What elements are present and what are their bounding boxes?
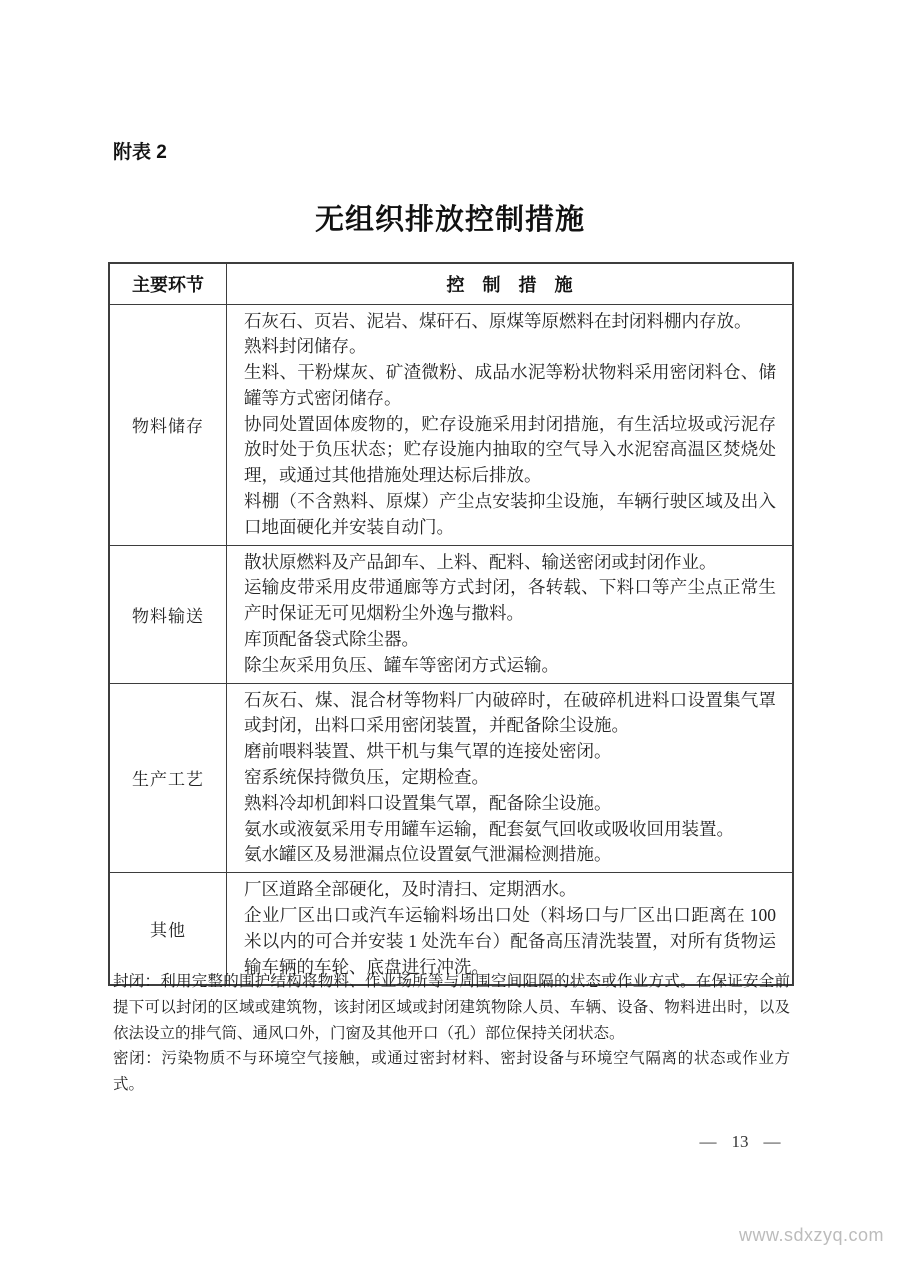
- table-row-material-storage: [109, 304, 793, 545]
- measure-line: 散状原燃料及产品卸车、上料、配料、输送密闭或封闭作业。: [244, 551, 717, 572]
- measure-line: 生料、干粉煤灰、矿渣微粉、成品水泥等粉状物料采用密闭料仓、储罐等方式密闭储存。: [244, 362, 776, 408]
- header-measures: 控 制 措 施: [227, 263, 794, 304]
- page-title: 无组织排放控制措施: [314, 204, 585, 236]
- measures-cell: [227, 683, 794, 873]
- measure-line: 石灰石、煤、混合材等物料厂内破碎时，在破碎机进料口设置集气罩或封闭，出料口采用密闭装置，并配备除尘设施。: [244, 689, 776, 736]
- table-row-material-transport: [109, 545, 793, 683]
- measure-line: 厂区道路全部硬化，及时清扫、定期洒水。: [244, 879, 577, 900]
- measures-cell: [227, 545, 794, 683]
- stage-label: 其他: [109, 873, 227, 986]
- measure-line: 运输皮带采用皮带通廊等方式封闭，各转载、下料口等产尘点正常生产时保证无可见烟粉尘外逸与撒料。: [244, 577, 776, 624]
- control-measures-table: [108, 262, 794, 986]
- measure-line: 企业厂区出口或汽车运输料场出口处（料场口与厂区出口距离在 100 米以内的可合并安装 1 处洗车台）配备高压清洗装置，对所有货物运输车辆的车轮、底盘进行冲洗。: [244, 905, 776, 977]
- measure-line: 氨水或液氨采用专用罐车运输，配套氨气回收或吸收回用装置。: [244, 818, 734, 839]
- table-row-production-process: [109, 683, 793, 873]
- watermark-url: www.sdxzyq.com: [738, 1225, 884, 1245]
- header-stage: 主要环节: [109, 263, 227, 304]
- measure-line: 除尘灰采用负压、罐车等密闭方式运输。: [244, 654, 559, 675]
- measure-line: 料棚（不含熟料、原煤）产尘点安装抑尘设施，车辆行驶区域及出入口地面硬化并安装自动门。: [244, 491, 776, 537]
- appendix-label: 附表 2: [113, 142, 167, 163]
- footnote-closed-definition: 封闭：利用完整的围护结构将物料、作业场所等与周围空间阻隔的状态或作业方式。在保证安全前提下可以封闭的区域或建筑物，该封闭区域或封闭建筑物除人员、车辆、设备、物料进出时，以及依法设立的排气筒、通风口外，门窗及其他开口（孔）部位保持关闭状态。: [113, 973, 790, 1042]
- measure-line: 熟料封闭储存。: [244, 336, 367, 357]
- measure-line: 窑系统保持微负压，定期检查。: [244, 767, 489, 788]
- footnotes: [113, 969, 790, 1098]
- page-number-dash-left: —: [699, 1132, 717, 1151]
- page-number: [648, 1132, 832, 1152]
- stage-label: 物料输送: [109, 545, 227, 683]
- measure-line: 石灰石、页岩、泥岩、煤矸石、原煤等原燃料在封闭料棚内存放。: [244, 310, 752, 331]
- measure-line: 熟料冷却机卸料口设置集气罩，配备除尘设施。: [244, 792, 612, 813]
- stage-label: 物料储存: [109, 304, 227, 545]
- table-header-row: [109, 263, 793, 304]
- page-number-value: 13: [731, 1132, 749, 1151]
- measure-line: 磨前喂料装置、烘干机与集气罩的连接处密闭。: [244, 741, 612, 762]
- page-number-dash-right: —: [763, 1132, 781, 1151]
- measure-line: 协同处置固体废物的，贮存设施采用封闭措施，有生活垃圾或污泥存放时处于负压状态；贮存设施内抽取的空气导入水泥窑高温区焚烧处理，或通过其他措施处理达标后排放。: [244, 413, 776, 486]
- measure-line: 氨水罐区及易泄漏点位设置氨气泄漏检测措施。: [244, 844, 612, 865]
- measures-cell: [227, 304, 794, 545]
- footnote-sealed-definition: 密闭：污染物质不与环境空气接触，或通过密封材料、密封设备与环境空气隔离的状态或作业方式。: [113, 1050, 790, 1094]
- measure-line: 库顶配备袋式除尘器。: [244, 629, 419, 650]
- stage-label: 生产工艺: [109, 683, 227, 873]
